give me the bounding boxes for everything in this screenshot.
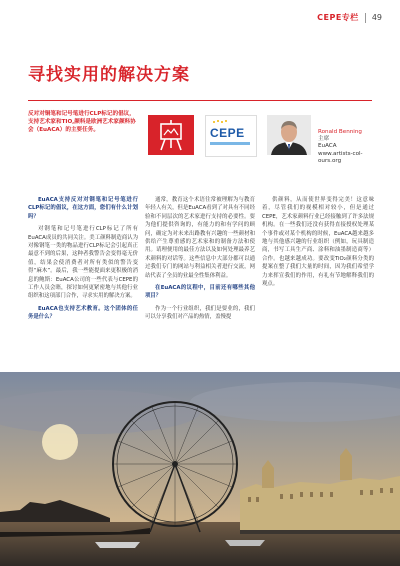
london-eye-photo xyxy=(0,372,400,566)
title-rule xyxy=(28,100,372,101)
text-column-1 xyxy=(28,196,138,326)
answer-3: 作为一个行业组织，我们是要业的，我们可以分享我们对产品的热情，盖慢提 xyxy=(145,305,255,321)
cepe-logo-text: CEPE xyxy=(210,126,245,140)
euaca-logo xyxy=(148,115,194,155)
contact-org: EuACA xyxy=(318,143,337,150)
easel-icon xyxy=(148,115,194,155)
text-column-3 xyxy=(262,196,374,292)
answer-4: 供颜料，从而使世界变得完美！这意味着，尽管我们的视模相对较小，但是通过CEPE，艺术家颜料行业已经接触到了许多法规机构。在一些我们还没有获得直接授权处理某个事件或对某个机构的时候，EuACA越来越多地与其他感兴趣的行业组织（例如，玩具制造商，书写工具生产商、涂料和油墨制造商等）合作。也越来越成功。要改变TiO₂颜料分类的提案在整了我们大量的时间，因为我们希望学力来挥宣我们的作用，有礼有节地解释我们的观点。 xyxy=(262,197,374,288)
header-divider xyxy=(365,13,366,23)
answer-2: 通常，教育这个术语往常被理解为与教育年轻人有关，但是EuACA看到了对具有不同经验和不同层次的艺术家进行支持的必要性。要为他们提供咨询的，有能力的和有学问的顾问，确定为对未来出路教有兴趣的一些颜材和供给产生尊重感的艺术家和的制备方法和使用。请理便用的最佳方法以及如何处理最养艺术颜料的对话等。这些信息中大部分都可以通过我们专门的网站与利益相关者进行交流，网站代表了全员的业最全性集体利益。 xyxy=(145,197,255,279)
section-name: CEPE专栏 xyxy=(317,13,359,22)
question-3: 在EuACA的议程中，目前还有哪些其他项目？ xyxy=(145,285,255,300)
cepe-logo xyxy=(205,115,257,157)
contact-role: 主席 xyxy=(318,136,330,143)
article-title: 寻找实用的解决方案 xyxy=(28,65,190,85)
page-header xyxy=(317,12,382,23)
question-1: EuACA支持反对对钢笔和记号笔进行CLP标记的倡议，在这方面，您们有什么计划吗？ xyxy=(28,197,138,220)
contact-name: Ronald Benning xyxy=(318,129,362,135)
portrait-photo xyxy=(267,115,311,155)
answer-1: 对钢笔和记号笔进行CLP标记了所有EuACA成员的共同关注。美工颜料制造商认为对像钢笔一类的物品进行CLP标记会引起真正最意不到的后果，这种者我警告会变得毫无价值，结果会使消费者对所有类似的警告变得“麻木”。最后，我一些能提面来更积极的消息的鲍斯：EuACA公司的一些代表与CEPE的工作人员会晤，探讨如何更紧密地与其他行业组织和这项部门合作，寻求实用的解决方案。 xyxy=(28,226,138,300)
cepe-logo-bar xyxy=(210,142,250,145)
page-number: 49 xyxy=(371,13,382,22)
article-lead: 反对对铜笔和记号笔进行CLP标记的倡议，支持艺术家和TIO,颜料是欧洲艺术家颜料协会（EuACA）的主要任务。 xyxy=(28,111,136,133)
contact-website[interactable]: www.artists-col-ours.org xyxy=(318,150,363,164)
question-2: EuACA也支持艺术教育。这个团体的任务是什么？ xyxy=(28,305,138,321)
text-column-2 xyxy=(145,196,255,326)
contact-block xyxy=(318,129,376,165)
